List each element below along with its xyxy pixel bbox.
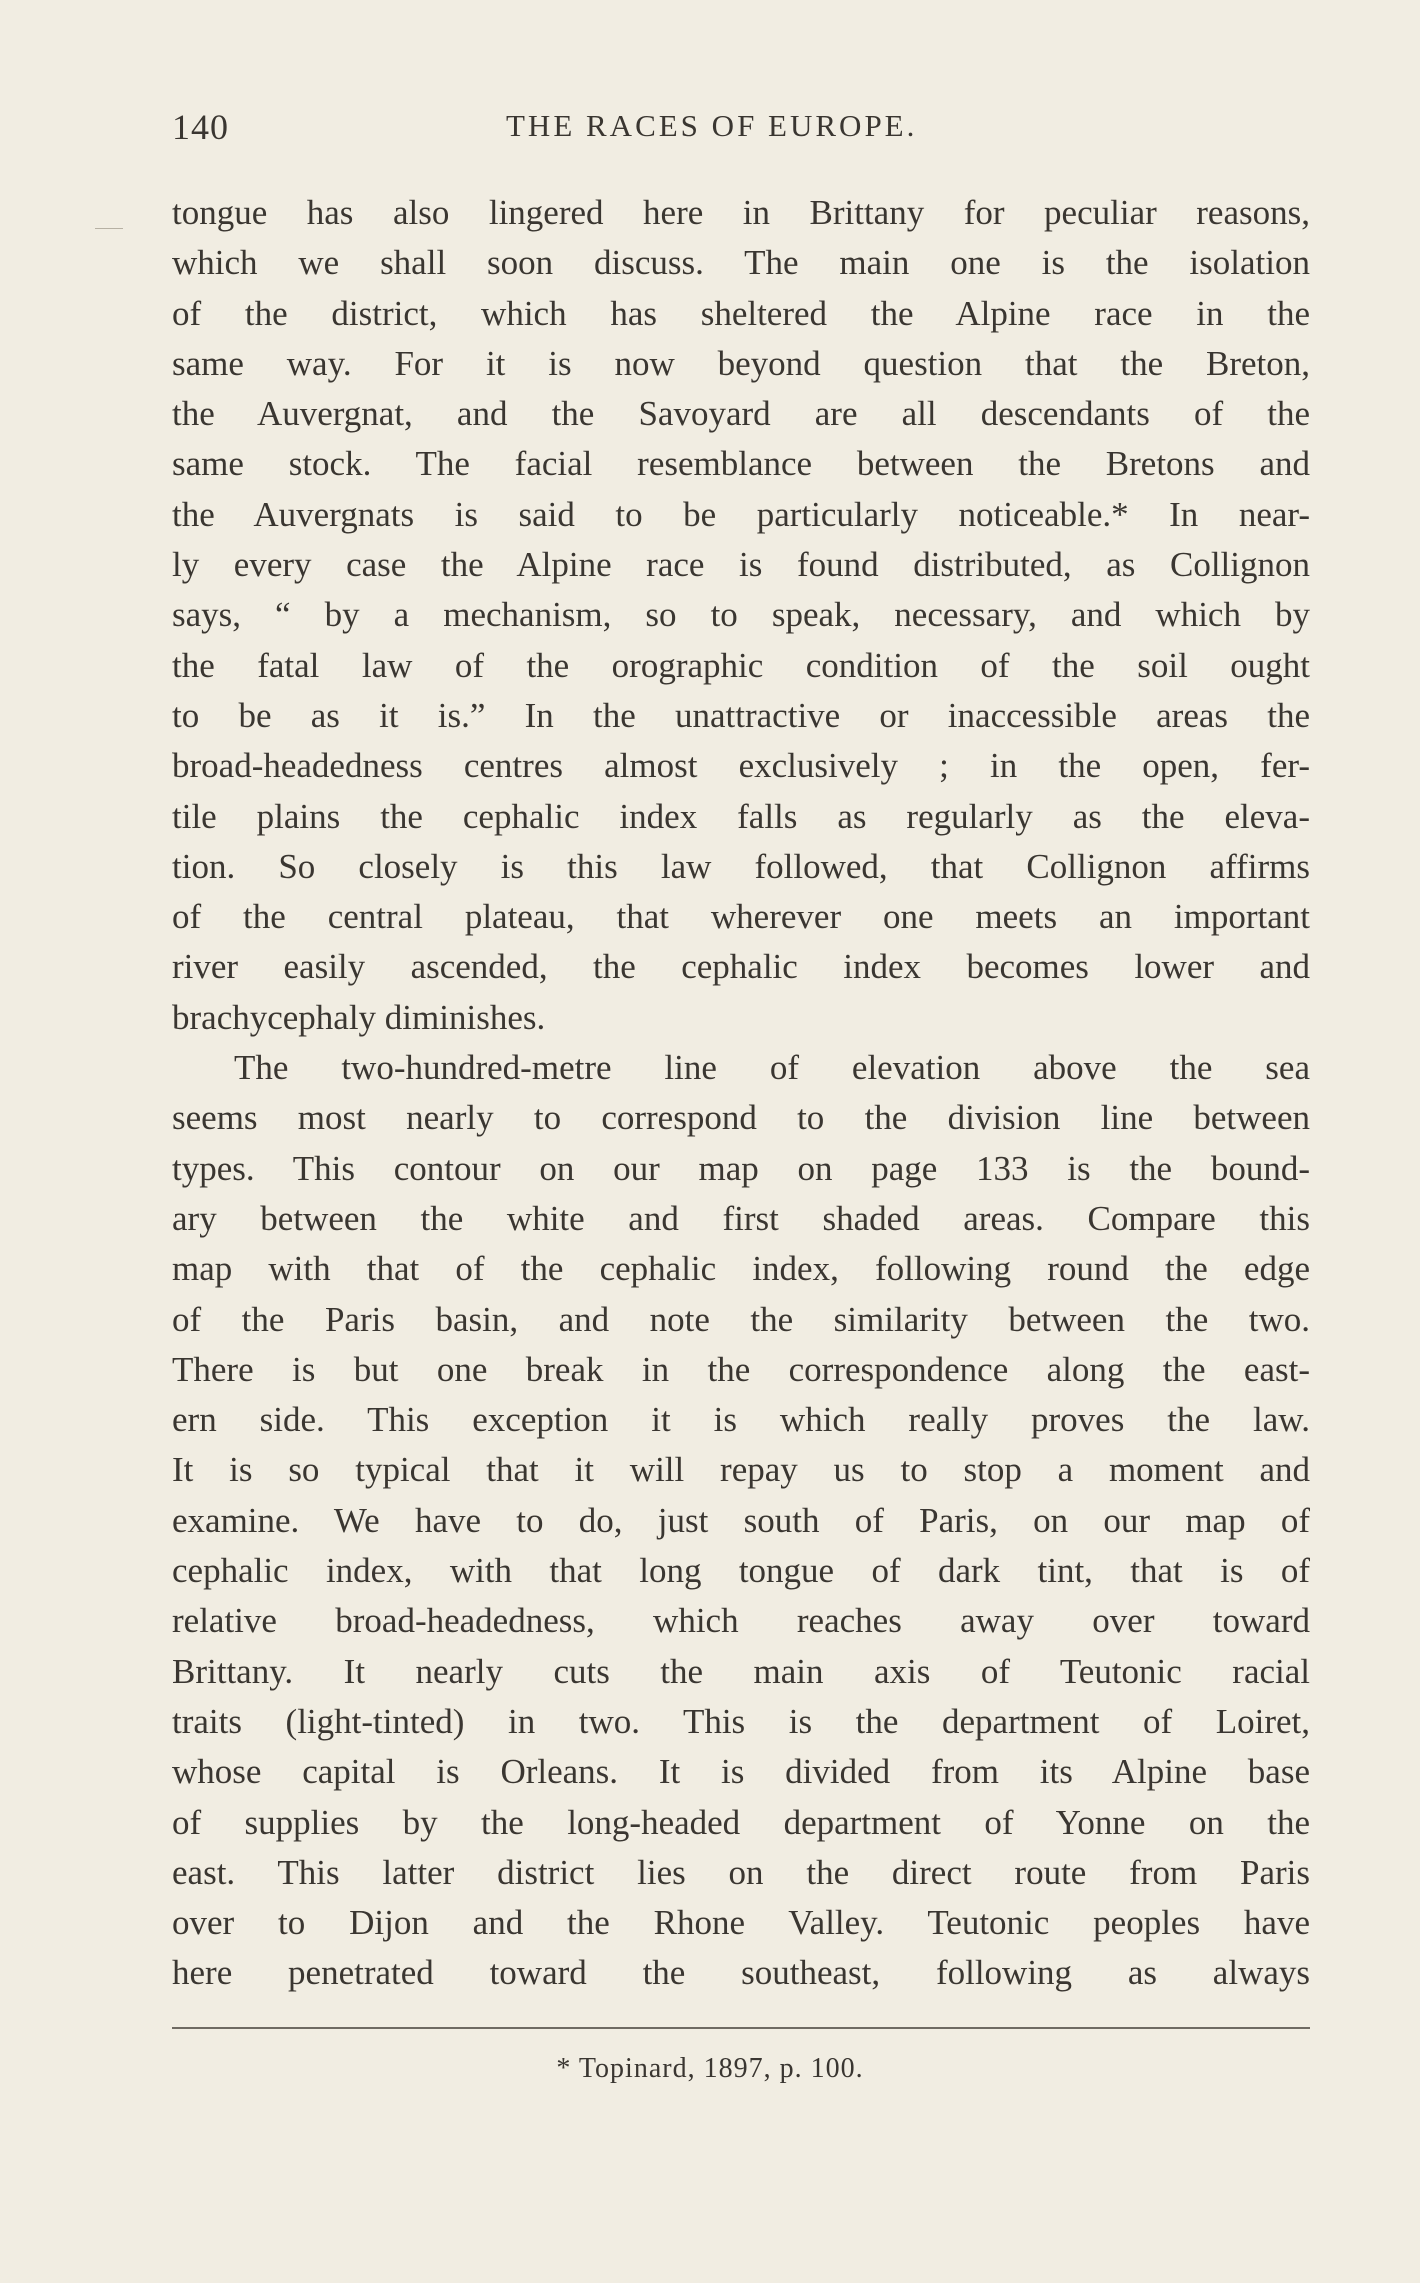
text-line: map with that of the cephalic index, following round the edge — [172, 1249, 1310, 1289]
text-line: of the Paris basin, and note the similarity between the two. — [172, 1299, 1310, 1339]
text-line: ly every case the Alpine race is found distributed, as Collignon — [172, 545, 1310, 585]
text-line: river easily ascended, the cephalic index becomes lower and — [172, 947, 1310, 987]
text-line: says, “ by a mechanism, so to speak, necessary, and which by — [172, 595, 1310, 635]
text-line: tile plains the cephalic index falls as regularly as the eleva- — [172, 796, 1310, 836]
text-line: to be as it is.” In the unattractive or inaccessible areas the — [172, 695, 1310, 735]
text-line: cephalic index, with that long tongue of dark tint, that is of — [172, 1551, 1310, 1591]
text-line: Brittany. It nearly cuts the main axis of Teutonic racial — [172, 1651, 1310, 1691]
margin-mark — [95, 228, 123, 229]
text-line: same stock. The facial resemblance between the Bretons and — [172, 444, 1310, 484]
text-line: same way. For it is now beyond question that the Breton, — [172, 343, 1310, 383]
text-line: seems most nearly to correspond to the division line between — [172, 1098, 1310, 1138]
running-head: THE RACES OF EUROPE. — [506, 108, 918, 143]
text-line: It is so typical that it will repay us to stop a moment and — [172, 1450, 1310, 1490]
text-line: There is but one break in the correspondence along the east- — [172, 1349, 1310, 1389]
text-line: tongue has also lingered here in Brittany for peculiar reasons, — [172, 193, 1310, 232]
footnote-rule — [172, 2027, 1310, 2029]
text-line: the Auvergnats is said to be particularly noticeable.* In near- — [172, 494, 1310, 534]
text-line: here penetrated toward the southeast, following as always — [172, 1953, 1310, 1993]
text-line: relative broad-headedness, which reaches away over toward — [172, 1601, 1310, 1641]
text-line: the fatal law of the orographic condition of the soil ought — [172, 645, 1310, 685]
footnote: * Topinard, 1897, p. 100. — [556, 2053, 864, 2084]
text-line: traits (light-tinted) in two. This is the department of Loiret, — [172, 1701, 1310, 1741]
text-line: examine. We have to do, just south of Paris, on our map of — [172, 1500, 1310, 1540]
text-line: of the district, which has sheltered the Alpine race in the — [172, 293, 1310, 333]
text-line: types. This contour on our map on page 133 is the bound- — [172, 1148, 1310, 1188]
text-line: of supplies by the long-headed department of Yonne on the — [172, 1802, 1310, 1842]
paragraph-start-line: The two-hundred-metre line of elevation above the sea — [234, 1048, 1310, 1088]
text-line: tion. So closely is this law followed, that Collignon affirms — [172, 846, 1310, 886]
text-line: the Auvergnat, and the Savoyard are all descendants of the — [172, 394, 1310, 434]
text-line: which we shall soon discuss. The main one is the isolation — [172, 243, 1310, 283]
body-text — [172, 188, 1310, 1999]
text-line: whose capital is Orleans. It is divided from its Alpine base — [172, 1752, 1310, 1792]
text-line: east. This latter district lies on the direct route from Paris — [172, 1852, 1310, 1892]
page-header — [172, 100, 1310, 160]
text-line: ern side. This exception it is which really proves the law. — [172, 1400, 1310, 1440]
text-line: broad-headedness centres almost exclusively ; in the open, fer- — [172, 746, 1310, 786]
page-number: 140 — [172, 107, 229, 147]
text-line: of the central plateau, that wherever one meets an important — [172, 897, 1310, 937]
text-line: over to Dijon and the Rhone Valley. Teutonic peoples have — [172, 1903, 1310, 1943]
text-line: ary between the white and first shaded areas. Compare this — [172, 1198, 1310, 1238]
paragraph-end-line: brachycephaly diminishes. — [172, 997, 546, 1037]
